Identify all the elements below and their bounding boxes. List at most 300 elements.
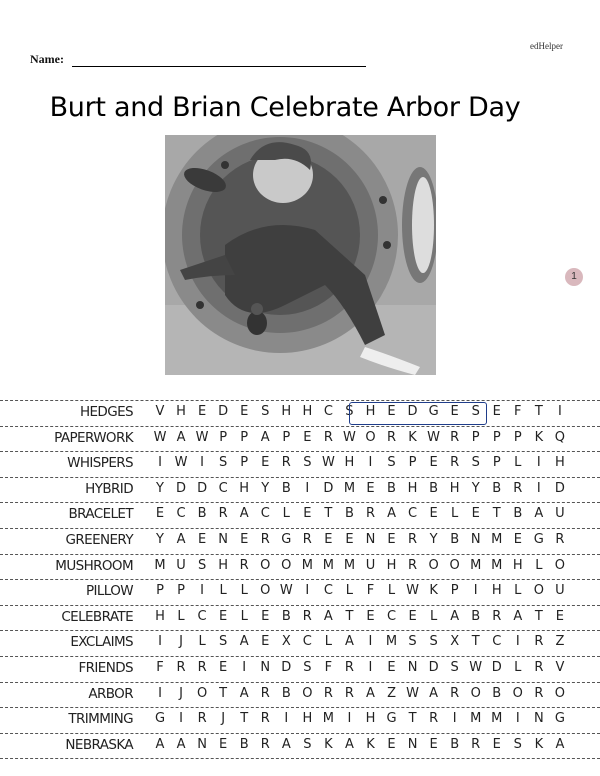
grid-letter[interactable]: C (260, 506, 270, 522)
grid-letter[interactable]: N (260, 659, 271, 675)
grid-letter[interactable]: C (492, 634, 502, 650)
grid-letter[interactable]: A (513, 608, 523, 624)
grid-letter[interactable]: D (554, 480, 565, 496)
grid-letter[interactable]: I (515, 634, 520, 650)
grid-letter[interactable]: I (515, 711, 520, 727)
grid-letter[interactable]: R (344, 659, 354, 675)
grid-letter[interactable]: A (176, 531, 186, 547)
grid-letter[interactable]: E (155, 506, 165, 522)
grid-letter[interactable]: O (470, 685, 481, 701)
grid-letter[interactable]: D (428, 659, 439, 675)
grid-letter[interactable]: G (154, 711, 166, 727)
word-to-find: HYBRID (85, 480, 133, 497)
grid-letter[interactable]: U (555, 506, 565, 522)
letter-row (150, 430, 570, 445)
grid-letter[interactable]: M (322, 711, 334, 727)
grid-letter[interactable]: E (366, 480, 375, 496)
grid-letter[interactable]: R (281, 455, 291, 471)
grid-letter[interactable]: B (197, 506, 207, 522)
grid-letter[interactable]: E (387, 531, 396, 547)
grid-letter[interactable]: L (514, 583, 522, 599)
puzzle-row (0, 554, 600, 580)
grid-letter[interactable]: S (408, 634, 417, 650)
grid-letter[interactable]: O (512, 685, 523, 701)
grid-letter[interactable]: M (491, 557, 503, 573)
grid-letter[interactable]: R (197, 659, 207, 675)
grid-letter[interactable]: P (240, 429, 249, 445)
grid-letter[interactable]: B (387, 480, 396, 496)
grid-letter[interactable]: U (176, 557, 186, 573)
grid-letter[interactable]: E (240, 404, 249, 419)
grid-letter[interactable]: L (324, 634, 332, 650)
grid-letter[interactable]: E (219, 659, 228, 675)
grid-letter[interactable]: S (513, 736, 522, 752)
grid-letter[interactable]: T (534, 608, 543, 624)
grid-letter[interactable]: B (281, 608, 291, 624)
grid-letter[interactable]: O (260, 583, 271, 599)
grid-letter[interactable]: R (408, 531, 418, 547)
grid-letter[interactable]: I (452, 711, 457, 727)
grid-letter[interactable]: S (471, 455, 480, 471)
grid-letter[interactable]: F (366, 583, 375, 599)
grid-letter[interactable]: B (429, 480, 439, 496)
grid-letter[interactable]: H (302, 711, 313, 727)
grid-letter[interactable]: T (345, 608, 354, 624)
grid-letter[interactable]: O (302, 685, 313, 701)
grid-letter[interactable]: A (366, 685, 375, 701)
grid-letter[interactable]: C (323, 404, 333, 419)
grid-letter[interactable]: S (303, 659, 312, 675)
grid-letter[interactable]: R (260, 711, 270, 727)
grid-letter[interactable]: W (342, 429, 356, 445)
grid-letter[interactable]: E (240, 531, 249, 547)
grid-letter[interactable]: A (344, 634, 354, 650)
grid-letter[interactable]: T (534, 404, 543, 419)
grid-letter[interactable]: P (492, 429, 501, 445)
grid-letter[interactable]: H (344, 455, 355, 471)
grid-letter[interactable]: F (514, 404, 522, 419)
grid-letter[interactable]: H (155, 608, 165, 624)
grid-letter[interactable]: E (197, 531, 207, 547)
grid-letter[interactable]: I (368, 659, 373, 675)
word-to-find: MUSHROOM (55, 557, 133, 574)
grid-letter[interactable]: H (365, 711, 376, 727)
letter-row (150, 481, 570, 496)
grid-letter[interactable]: E (513, 531, 522, 547)
grid-letter[interactable]: J (179, 685, 183, 701)
grid-letter[interactable]: I (536, 480, 541, 496)
grid-letter[interactable]: E (324, 531, 333, 547)
grid-letter[interactable]: R (176, 659, 186, 675)
grid-letter[interactable]: W (153, 429, 167, 445)
grid-letter[interactable]: P (156, 583, 164, 599)
word-to-find: BRACELET (68, 506, 133, 523)
grid-letter[interactable]: W (279, 583, 293, 599)
grid-letter[interactable]: O (196, 685, 208, 701)
grid-letter[interactable]: H (512, 557, 523, 573)
grid-letter[interactable]: S (303, 736, 312, 752)
grid-letter[interactable]: B (471, 608, 481, 624)
grid-letter[interactable]: R (471, 736, 481, 752)
puzzle-row (0, 682, 600, 708)
grid-letter[interactable]: Z (555, 634, 565, 650)
grid-letter[interactable]: R (260, 736, 270, 752)
word-to-find: CELEBRATE (61, 608, 133, 625)
grid-letter[interactable]: M (470, 557, 482, 573)
grid-letter[interactable]: F (156, 659, 164, 675)
grid-letter[interactable]: P (240, 455, 249, 471)
grid-letter[interactable]: G (428, 404, 439, 419)
grid-letter[interactable]: N (197, 736, 207, 752)
grid-letter[interactable]: A (260, 429, 270, 445)
grid-letter[interactable]: O (554, 685, 565, 701)
word-to-find: PILLOW (85, 583, 133, 600)
grid-letter[interactable]: S (345, 404, 354, 419)
grid-letter[interactable]: S (197, 557, 207, 573)
grid-letter[interactable]: G (386, 711, 397, 727)
grid-letter[interactable]: H (491, 583, 502, 599)
grid-letter[interactable]: I (305, 480, 310, 496)
grid-letter[interactable]: N (470, 531, 481, 547)
grid-letter[interactable]: C (197, 608, 207, 624)
grid-letter[interactable]: R (450, 429, 460, 445)
grid-letter[interactable]: L (451, 506, 459, 522)
grid-letter[interactable]: Z (387, 685, 396, 701)
grid-letter[interactable]: I (557, 404, 562, 419)
grid-letter[interactable]: K (534, 736, 544, 752)
grid-letter[interactable]: O (449, 557, 460, 573)
grid-letter[interactable]: L (387, 583, 396, 599)
grid-letter[interactable]: O (554, 557, 565, 573)
grid-letter[interactable]: E (261, 455, 270, 471)
grid-letter[interactable]: P (492, 455, 501, 471)
grid-letter[interactable]: C (176, 506, 186, 522)
word-to-find: HEDGES (79, 404, 133, 420)
grid-letter[interactable]: W (406, 685, 419, 701)
grid-letter[interactable]: D (197, 480, 208, 496)
grid-letter[interactable]: H (365, 404, 376, 419)
grid-letter[interactable]: E (408, 608, 417, 624)
grid-letter[interactable]: L (514, 659, 522, 675)
grid-letter[interactable]: E (303, 429, 312, 445)
grid-letter[interactable]: T (408, 711, 417, 727)
grid-letter[interactable]: A (176, 736, 186, 752)
grid-letter[interactable]: S (261, 404, 270, 419)
grid-letter[interactable]: W (174, 455, 188, 471)
grid-letter[interactable]: R (344, 685, 354, 701)
grid-letter[interactable]: D (323, 480, 334, 496)
grid-letter[interactable]: E (261, 634, 270, 650)
grid-letter[interactable]: A (450, 608, 460, 624)
grid-letter[interactable]: H (302, 404, 313, 419)
grid-letter[interactable]: R (408, 557, 418, 573)
grid-letter[interactable]: S (450, 659, 459, 675)
grid-letter[interactable]: X (281, 634, 291, 650)
grid-letter[interactable]: N (218, 531, 228, 547)
grid-letter[interactable]: C (386, 608, 397, 624)
grid-letter[interactable]: E (450, 404, 459, 419)
grid-letter[interactable]: E (387, 736, 396, 752)
grid-letter[interactable]: T (219, 685, 228, 701)
grid-letter[interactable]: C (218, 480, 228, 496)
grid-letter[interactable]: E (219, 736, 228, 752)
grid-letter[interactable]: N (533, 711, 544, 727)
grid-letter[interactable]: Y (261, 480, 270, 496)
grid-letter[interactable]: R (429, 711, 439, 727)
grid-letter[interactable]: J (221, 711, 226, 727)
grid-letter[interactable]: L (429, 608, 438, 624)
grid-letter[interactable]: E (492, 404, 501, 419)
grid-letter[interactable]: T (492, 506, 501, 522)
grid-letter[interactable]: Y (156, 531, 164, 547)
grid-letter[interactable]: H (218, 557, 229, 573)
grid-letter[interactable]: M (322, 557, 334, 573)
grid-letter[interactable]: D (281, 659, 292, 675)
puzzle-row (0, 426, 600, 452)
grid-letter[interactable]: I (347, 711, 352, 727)
grid-letter[interactable]: M (301, 557, 313, 573)
grid-letter[interactable]: V (155, 404, 165, 419)
grid-letter[interactable]: G (281, 531, 292, 547)
grid-letter[interactable]: P (513, 429, 522, 445)
grid-letter[interactable]: R (323, 685, 333, 701)
grid-letter[interactable]: B (492, 685, 502, 701)
grid-letter[interactable]: R (239, 557, 249, 573)
word-to-find: TRIMMING (68, 711, 133, 728)
grid-letter[interactable]: R (534, 634, 544, 650)
grid-letter[interactable]: I (242, 659, 247, 675)
grid-letter[interactable]: U (365, 557, 376, 573)
grid-letter[interactable]: A (239, 506, 249, 522)
grid-letter[interactable]: E (387, 659, 396, 675)
grid-letter[interactable]: I (536, 455, 541, 471)
puzzle-row (0, 733, 600, 760)
grid-letter[interactable]: Y (156, 480, 164, 496)
grid-letter[interactable]: B (450, 531, 460, 547)
grid-letter[interactable]: E (303, 506, 312, 522)
grid-letter[interactable]: N (365, 531, 376, 547)
grid-letter[interactable]: L (514, 455, 522, 471)
grid-letter[interactable]: A (429, 685, 439, 701)
grid-letter[interactable]: S (429, 634, 438, 650)
grid-letter[interactable]: H (176, 404, 186, 419)
grid-letter[interactable]: P (177, 583, 185, 599)
grid-letter[interactable]: A (239, 634, 249, 650)
grid-letter[interactable]: O (533, 583, 544, 599)
grid-letter[interactable]: W (469, 659, 483, 675)
grid-letter[interactable]: R (534, 685, 544, 701)
grid-letter[interactable]: L (177, 608, 185, 624)
grid-letter[interactable]: O (260, 557, 271, 573)
grid-letter[interactable]: T (240, 711, 249, 727)
grid-letter[interactable]: H (407, 480, 418, 496)
grid-letter[interactable]: W (195, 429, 209, 445)
page-number-badge: 1 (565, 268, 583, 286)
grid-letter[interactable]: E (471, 506, 480, 522)
grid-letter[interactable]: P (282, 429, 291, 445)
grid-letter[interactable]: A (344, 736, 354, 752)
grid-letter[interactable]: K (366, 736, 375, 752)
grid-letter[interactable]: E (197, 404, 207, 419)
grid-letter[interactable]: M (470, 711, 482, 727)
grid-letter[interactable]: A (555, 736, 565, 752)
grid-letter[interactable]: L (240, 608, 248, 624)
grid-letter[interactable]: A (155, 736, 165, 752)
grid-letter[interactable]: J (179, 634, 183, 650)
grid-letter[interactable]: B (239, 736, 249, 752)
grid-letter[interactable]: I (200, 583, 205, 599)
grid-letter[interactable]: R (302, 608, 312, 624)
grid-letter[interactable]: B (344, 506, 354, 522)
grid-letter[interactable]: E (366, 608, 375, 624)
grid-letter[interactable]: B (281, 480, 291, 496)
grid-letter[interactable]: H (555, 455, 565, 471)
grid-letter[interactable]: E (261, 608, 270, 624)
grid-letter[interactable]: I (368, 634, 373, 650)
grid-letter[interactable]: B (281, 685, 291, 701)
grid-letter[interactable]: G (554, 711, 565, 727)
grid-letter[interactable]: H (449, 480, 460, 496)
grid-letter[interactable]: W (321, 455, 335, 471)
grid-letter[interactable]: I (158, 685, 162, 701)
grid-letter[interactable]: I (179, 711, 183, 727)
grid-letter[interactable]: X (450, 634, 460, 650)
grid-letter[interactable]: C (323, 583, 333, 599)
grid-letter[interactable]: A (176, 429, 186, 445)
grid-letter[interactable]: B (492, 480, 502, 496)
grid-letter[interactable]: I (158, 455, 162, 471)
grid-letter[interactable]: H (386, 557, 397, 573)
grid-letter[interactable]: H (281, 404, 292, 419)
grid-letter[interactable]: P (408, 455, 417, 471)
grid-letter[interactable]: N (407, 736, 418, 752)
grid-letter[interactable]: R (365, 506, 375, 522)
grid-letter[interactable]: A (281, 736, 291, 752)
grid-letter[interactable]: S (387, 455, 396, 471)
puzzle-row (0, 656, 600, 682)
grid-letter[interactable]: R (513, 480, 523, 496)
grid-letter[interactable]: S (219, 455, 228, 471)
grid-letter[interactable]: R (534, 659, 544, 675)
grid-letter[interactable]: D (407, 404, 418, 419)
grid-letter[interactable]: D (176, 480, 187, 496)
grid-letter[interactable]: R (492, 608, 502, 624)
grid-letter[interactable]: A (387, 506, 396, 522)
grid-letter[interactable]: D (491, 659, 502, 675)
word-to-find: EXCLAIMS (70, 634, 133, 651)
grid-letter[interactable]: E (429, 506, 438, 522)
grid-letter[interactable]: R (386, 429, 397, 445)
grid-letter[interactable]: W (406, 583, 419, 599)
grid-letter[interactable]: R (323, 429, 333, 445)
grid-letter[interactable]: G (533, 531, 544, 547)
grid-letter[interactable]: P (450, 583, 459, 599)
grid-letter[interactable]: M (343, 557, 356, 573)
grid-letter[interactable]: L (535, 557, 543, 573)
grid-letter[interactable]: D (218, 404, 229, 419)
grid-letter[interactable]: H (239, 480, 250, 496)
grid-letter[interactable]: I (305, 583, 310, 599)
grid-letter[interactable]: E (219, 608, 228, 624)
grid-letter[interactable]: T (324, 506, 333, 522)
grid-letter[interactable]: Y (471, 480, 480, 496)
puzzle-row (0, 707, 600, 733)
grid-letter[interactable]: K (534, 429, 544, 445)
grid-letter[interactable]: E (429, 736, 438, 752)
grid-letter[interactable]: R (555, 531, 565, 547)
grid-letter[interactable]: R (450, 455, 460, 471)
grid-letter[interactable]: P (471, 429, 480, 445)
grid-letter[interactable]: R (450, 685, 460, 701)
grid-letter[interactable]: I (200, 455, 205, 471)
grid-letter[interactable]: M (491, 711, 503, 727)
grid-letter[interactable]: I (473, 583, 478, 599)
grid-letter[interactable]: C (408, 506, 418, 522)
grid-letter[interactable]: T (471, 634, 480, 650)
grid-letter[interactable]: L (240, 583, 248, 599)
grid-letter[interactable]: O (281, 557, 292, 573)
grid-letter[interactable]: O (428, 557, 439, 573)
grid-letter[interactable]: V (555, 659, 565, 675)
grid-letter[interactable]: P (219, 429, 228, 445)
grid-letter[interactable]: E (429, 455, 438, 471)
grid-letter[interactable]: K (324, 736, 333, 752)
grid-letter[interactable]: E (492, 736, 501, 752)
grid-letter[interactable]: B (513, 506, 523, 522)
grid-letter[interactable]: R (302, 531, 312, 547)
name-input-line[interactable] (72, 54, 366, 67)
grid-letter[interactable]: A (534, 506, 544, 522)
grid-letter[interactable]: S (219, 634, 228, 650)
puzzle-row (0, 477, 600, 503)
grid-letter[interactable]: L (345, 583, 354, 599)
grid-letter[interactable]: W (427, 429, 441, 445)
grid-letter[interactable]: K (408, 429, 417, 445)
grid-letter[interactable]: M (343, 480, 356, 496)
grid-letter[interactable]: I (284, 711, 289, 727)
grid-letter[interactable]: R (218, 506, 228, 522)
grid-letter[interactable]: F (324, 659, 333, 675)
grid-letter[interactable]: C (302, 634, 312, 650)
word-to-find: ARBOR (88, 685, 133, 702)
grid-letter[interactable]: S (471, 404, 480, 419)
grid-letter[interactable]: I (368, 455, 373, 471)
grid-letter[interactable]: A (323, 608, 333, 624)
grid-letter[interactable]: A (239, 685, 249, 701)
grid-letter[interactable]: R (197, 711, 207, 727)
grid-letter[interactable]: L (219, 583, 227, 599)
grid-letter[interactable]: U (555, 583, 565, 599)
grid-letter[interactable]: N (407, 659, 418, 675)
grid-letter[interactable]: R (260, 685, 270, 701)
grid-letter[interactable]: I (158, 634, 162, 650)
grid-letter[interactable]: Q (554, 429, 565, 445)
grid-letter[interactable]: M (491, 531, 503, 547)
grid-letter[interactable]: Y (429, 531, 438, 547)
grid-letter[interactable]: E (555, 608, 564, 624)
grid-letter[interactable]: M (385, 634, 398, 650)
grid-letter[interactable]: L (282, 506, 290, 522)
grid-letter[interactable]: E (387, 404, 396, 419)
grid-letter[interactable]: S (303, 455, 312, 471)
grid-letter[interactable]: R (260, 531, 270, 547)
grid-letter[interactable]: M (154, 557, 166, 573)
grid-letter[interactable]: B (450, 736, 460, 752)
grid-letter[interactable]: E (345, 531, 354, 547)
grid-letter[interactable]: L (198, 634, 206, 650)
grid-letter[interactable]: O (365, 429, 376, 445)
grid-letter[interactable]: K (429, 583, 438, 599)
